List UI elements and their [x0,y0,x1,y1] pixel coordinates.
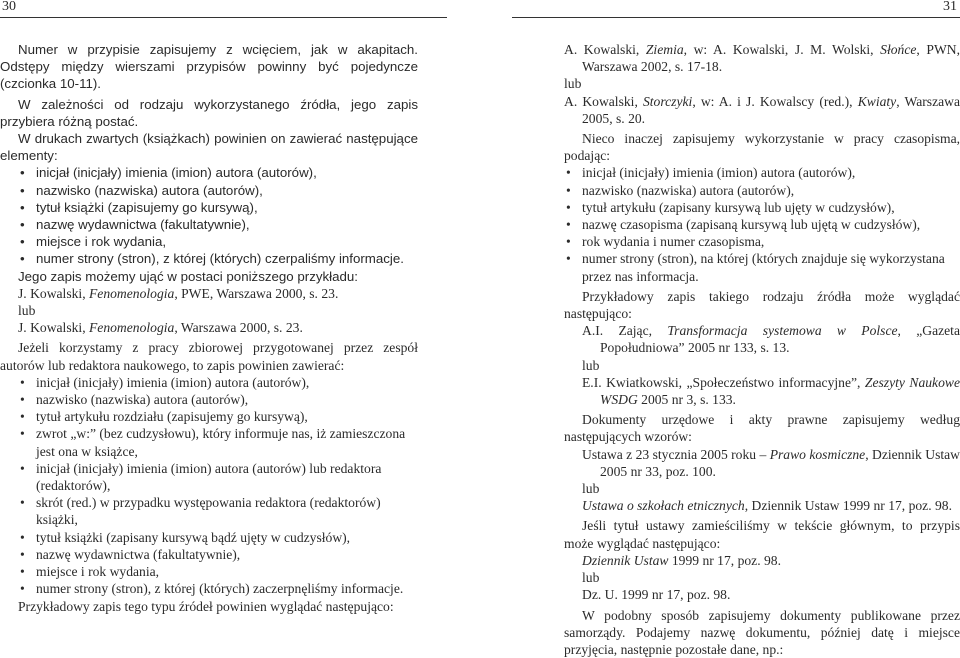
paragraph-source-types: W zależności od rodzaju wykorzystanego źródła, jego zapis przybiera różną postać. [0,96,418,130]
page-number-left: 30 [2,0,16,14]
list-item: • numer strony (stron), z której (których) czerpaliśmy informacje. [0,250,418,267]
book-elements-list [0,164,418,267]
list-item: • rok wydania i numer czasopisma, [564,233,960,250]
paragraph-official-docs: Dokumenty urzędowe i akty prawne zapisujemy według następujących wzorów: [564,411,960,445]
citation-example-7: Ustawa z 23 stycznia 2005 roku – Prawo kosmiczne, Dziennik Ustaw 2005 nr 33, poz. 100. [564,446,960,480]
header-rule-right [512,17,960,18]
list-item: • tytuł artykułu (zapisany kursywą lub ujęty w cudzysłów), [564,199,960,216]
paragraph-example-intro-2: Przykładowy zapis tego typu źródeł powinien wyglądać następująco: [0,598,418,615]
right-page-column [564,41,960,658]
or-label: lub [564,480,960,497]
paragraph-example-intro: Jego zapis możemy ująć w postaci poniższego przykładu: [0,268,418,285]
list-item: • nazwisko (nazwiska) autora (autorów), [0,182,418,199]
list-item: • tytuł książki (zapisujemy go kursywą), [0,199,418,216]
page-number-right: 31 [943,0,957,14]
left-page-column [0,41,418,615]
paragraph-periodical-example-intro: Przykładowy zapis takiego rodzaju źródła może wyglądać następująco: [564,288,960,322]
header-rule-left [0,17,447,18]
or-label: lub [564,75,960,92]
citation-example-1: J. Kowalski, Fenomenologia, PWE, Warszawa 2000, s. 23. [0,285,418,302]
paragraph-footnote-numbering: Numer w przypisie zapisujemy z wcięciem, jak w akapitach. Odstępy między wierszami przypisów powinny być pojedyncze (czcionka 10-11). [0,41,418,93]
list-item: • miejsce i rok wydania, [0,233,418,250]
or-label: lub [564,569,960,586]
list-item: • numer strony (stron), z której (których) zaczerpnęliśmy informacje. [0,580,418,597]
citation-example-2: J. Kowalski, Fenomenologia, Warszawa 2000, s. 23. [0,319,418,336]
citation-example-3: A. Kowalski, Ziemia, w: A. Kowalski, J. M. Wolski, Słońce, PWN, Warszawa 2002, s. 17-18. [564,41,960,75]
list-item: • zwrot „w:” (bez cudzysłowu), który informuje nas, iż zamieszczona jest ona w książce, [0,425,418,459]
list-item: • tytuł książki (zapisany kursywą bądź ujęty w cudzysłów), [0,529,418,546]
list-item: • inicjał (inicjały) imienia (imion) autora (autorów), [564,164,960,181]
or-label: lub [0,302,418,319]
list-item: • numer strony (stron), na której (których znajduje się wykorzystana przez nas informacja. [564,250,960,284]
list-item: • tytuł artykułu rozdziału (zapisujemy go kursywą), [0,408,418,425]
citation-example-6: E.I. Kwiatkowski, „Społeczeństwo informacyjne”, Zeszyty Naukowe WSDG 2005 nr 3, s. 133. [564,374,960,408]
list-item: • miejsce i rok wydania, [0,563,418,580]
citation-example-4: A. Kowalski, Storczyki, w: A. i J. Kowalscy (red.), Kwiaty, Warszawa 2005, s. 20. [564,93,960,127]
citation-example-8: Ustawa o szkołach etnicznych, Dziennik Ustaw 1999 nr 17, poz. 98. [564,497,960,514]
list-item: • nazwę czasopisma (zapisaną kursywą lub ujętą w cudzysłów), [564,216,960,233]
list-item: • inicjał (inicjały) imienia (imion) autora (autorów) lub redaktora (redaktorów), [0,460,418,494]
or-label: lub [564,357,960,374]
citation-example-5: A.I. Zając, Transformacja systemowa w Polsce, „Gazeta Popołudniowa” 2005 nr 133, s. 13. [564,322,960,356]
collective-elements-list [0,374,418,598]
list-item: • nazwę wydawnictwa (fakultatywnie), [0,546,418,563]
paragraph-books-intro: W drukach zwartych (książkach) powinien on zawierać następujące elementy: [0,130,418,164]
list-item: • inicjał (inicjały) imienia (imion) autora (autorów), [0,164,418,181]
citation-example-10: Dz. U. 1999 nr 17, poz. 98. [564,586,960,603]
periodical-elements-list [564,164,960,284]
citation-example-9: Dziennik Ustaw 1999 nr 17, poz. 98. [564,552,960,569]
list-item: • nazwisko (nazwiska) autora (autorów), [0,391,418,408]
list-item: • nazwisko (nazwiska) autora (autorów), [564,182,960,199]
list-item: • nazwę wydawnictwa (fakultatywnie), [0,216,418,233]
list-item: • inicjał (inicjały) imienia (imion) autora (autorów), [0,374,418,391]
paragraph-act-title-note: Jeśli tytuł ustawy zamieściliśmy w tekście głównym, to przypis może wyglądać następująco: [564,517,960,551]
list-item: • skrót (red.) w przypadku występowania redaktora (redaktorów) książki, [0,494,418,528]
paragraph-local-government-docs: W podobny sposób zapisujemy dokumenty publikowane przez samorządy. Podajemy nazwę dokumentu, później datę i miejsce przyjęcia, następnie pozostałe dane, np.: [564,607,960,658]
paragraph-collective-work: Jeżeli korzystamy z pracy zbiorowej przygotowanej przez zespół autorów lub redaktora naukowego, to zapis powinien zawierać: [0,339,418,373]
paragraph-periodicals: Nieco inaczej zapisujemy wykorzystanie w pracy czasopisma, podając: [564,130,960,164]
